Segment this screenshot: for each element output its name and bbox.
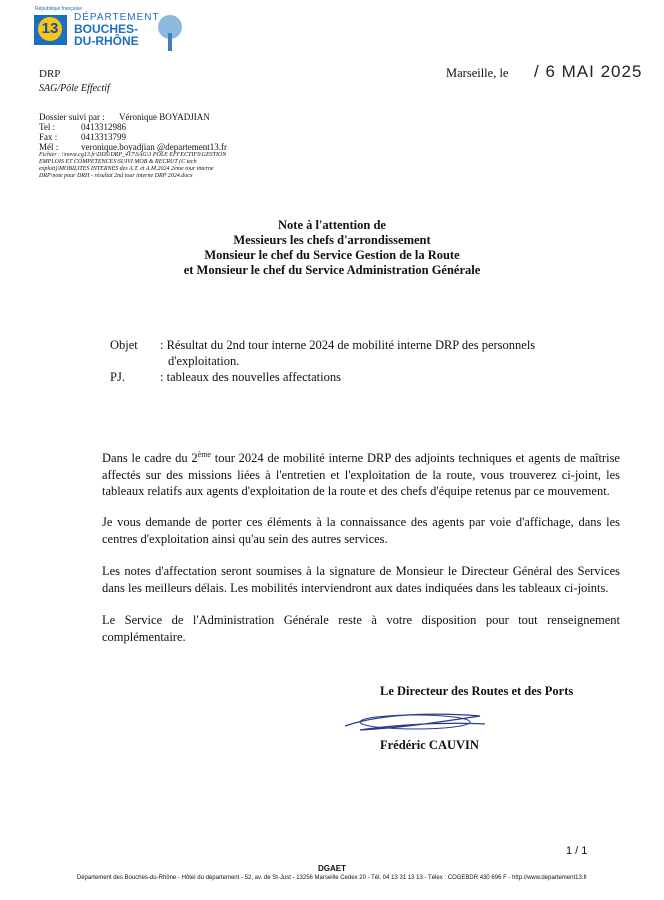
footer-org: DGAET xyxy=(318,864,346,873)
olive-tree-icon xyxy=(150,13,190,53)
object-block: Objet : Résultat du 2nd tour interne 2024 de mobilité interne DRP des personnels d'exploitation. PJ. : tableaux des nouvelles affectations xyxy=(110,338,536,384)
contact-block: Dossier suivi par : Véronique BOYADJIAN Tel : 0413312986 Fax : 0413313799 Mél : veronique.boyadjian @departement13.fr Fichier : \\nova.cg13.fr\DDS\DRP_417\SAG\3 POLE EFFECTIFS\GESTION EMPLOIS ET COMPETENCES\SUIVI MOB & RECRUT (C tech exploit)\MOBILITES INTERNES des A.T. et A.M.2024 2ème tour interne DRP\note pour DRH - résultat 2nd tour interne DRP 2024.docx xyxy=(39,112,227,179)
page-number: 1 / 1 xyxy=(566,845,588,857)
logo-number: 13 xyxy=(38,17,62,41)
paragraph-2: Je vous demande de porter ces éléments à la connaissance des agents par voie d'affichage, dans les centres d'exploitation ainsi qu'au sein des autres services. xyxy=(102,515,620,546)
signatory-title: Le Directeur des Routes et des Ports xyxy=(380,684,574,698)
footer-address: Département des Bouches-du-Rhône - Hôtel du département - 52, av. de St-Just - 13256 Marseille Cedex 20 - Tél. 04 13 31 13 13 - Télex : COGEBDR 430 696 F - http://www.departement13.fr xyxy=(76,875,588,881)
signatory-name: Frédéric CAUVIN xyxy=(380,738,479,752)
paragraph-1: Dans le cadre du 2ème tour 2024 de mobilité interne DRP des adjoints techniques et agents de maîtrise affectés sur des missions liées à l'entretien et l'exploitation de la route, vous trouverez ci-joint, les tableaux relatifs aux agents d'exploitation de la route et des chefs d'équipe retenus par ce mouvement. xyxy=(102,450,620,499)
logo-text: DÉPARTEMENT BOUCHES- DU-RHÔNE xyxy=(74,12,160,48)
place: Marseille, le xyxy=(446,66,509,80)
paragraph-4: Le Service de l'Administration Générale reste à votre disposition pour tout renseignement complémentaire. xyxy=(102,613,620,644)
logo-republic-text: République française xyxy=(35,6,82,12)
sender-service: SAG/Pôle Effectif xyxy=(39,83,110,94)
paragraph-3: Les notes d'affectation seront soumises à la signature de Monsieur le Directeur Général des Services dans les meilleurs délais. Les mobilités interviendront aux dates indiquées dans les tableaux ci-joints. xyxy=(102,564,620,595)
email: veronique.boyadjian @departement13.fr xyxy=(81,142,227,152)
date-stamp: / 6 MAI 2025 xyxy=(534,62,643,81)
signature-image xyxy=(340,704,490,740)
addressees: Note à l'attention de Messieurs les chefs d'arrondissement Monsieur le chef du Service Gestion de la Route et Monsieur le chef du Service Administration Générale xyxy=(183,218,481,277)
sender-dept: DRP xyxy=(39,68,61,80)
